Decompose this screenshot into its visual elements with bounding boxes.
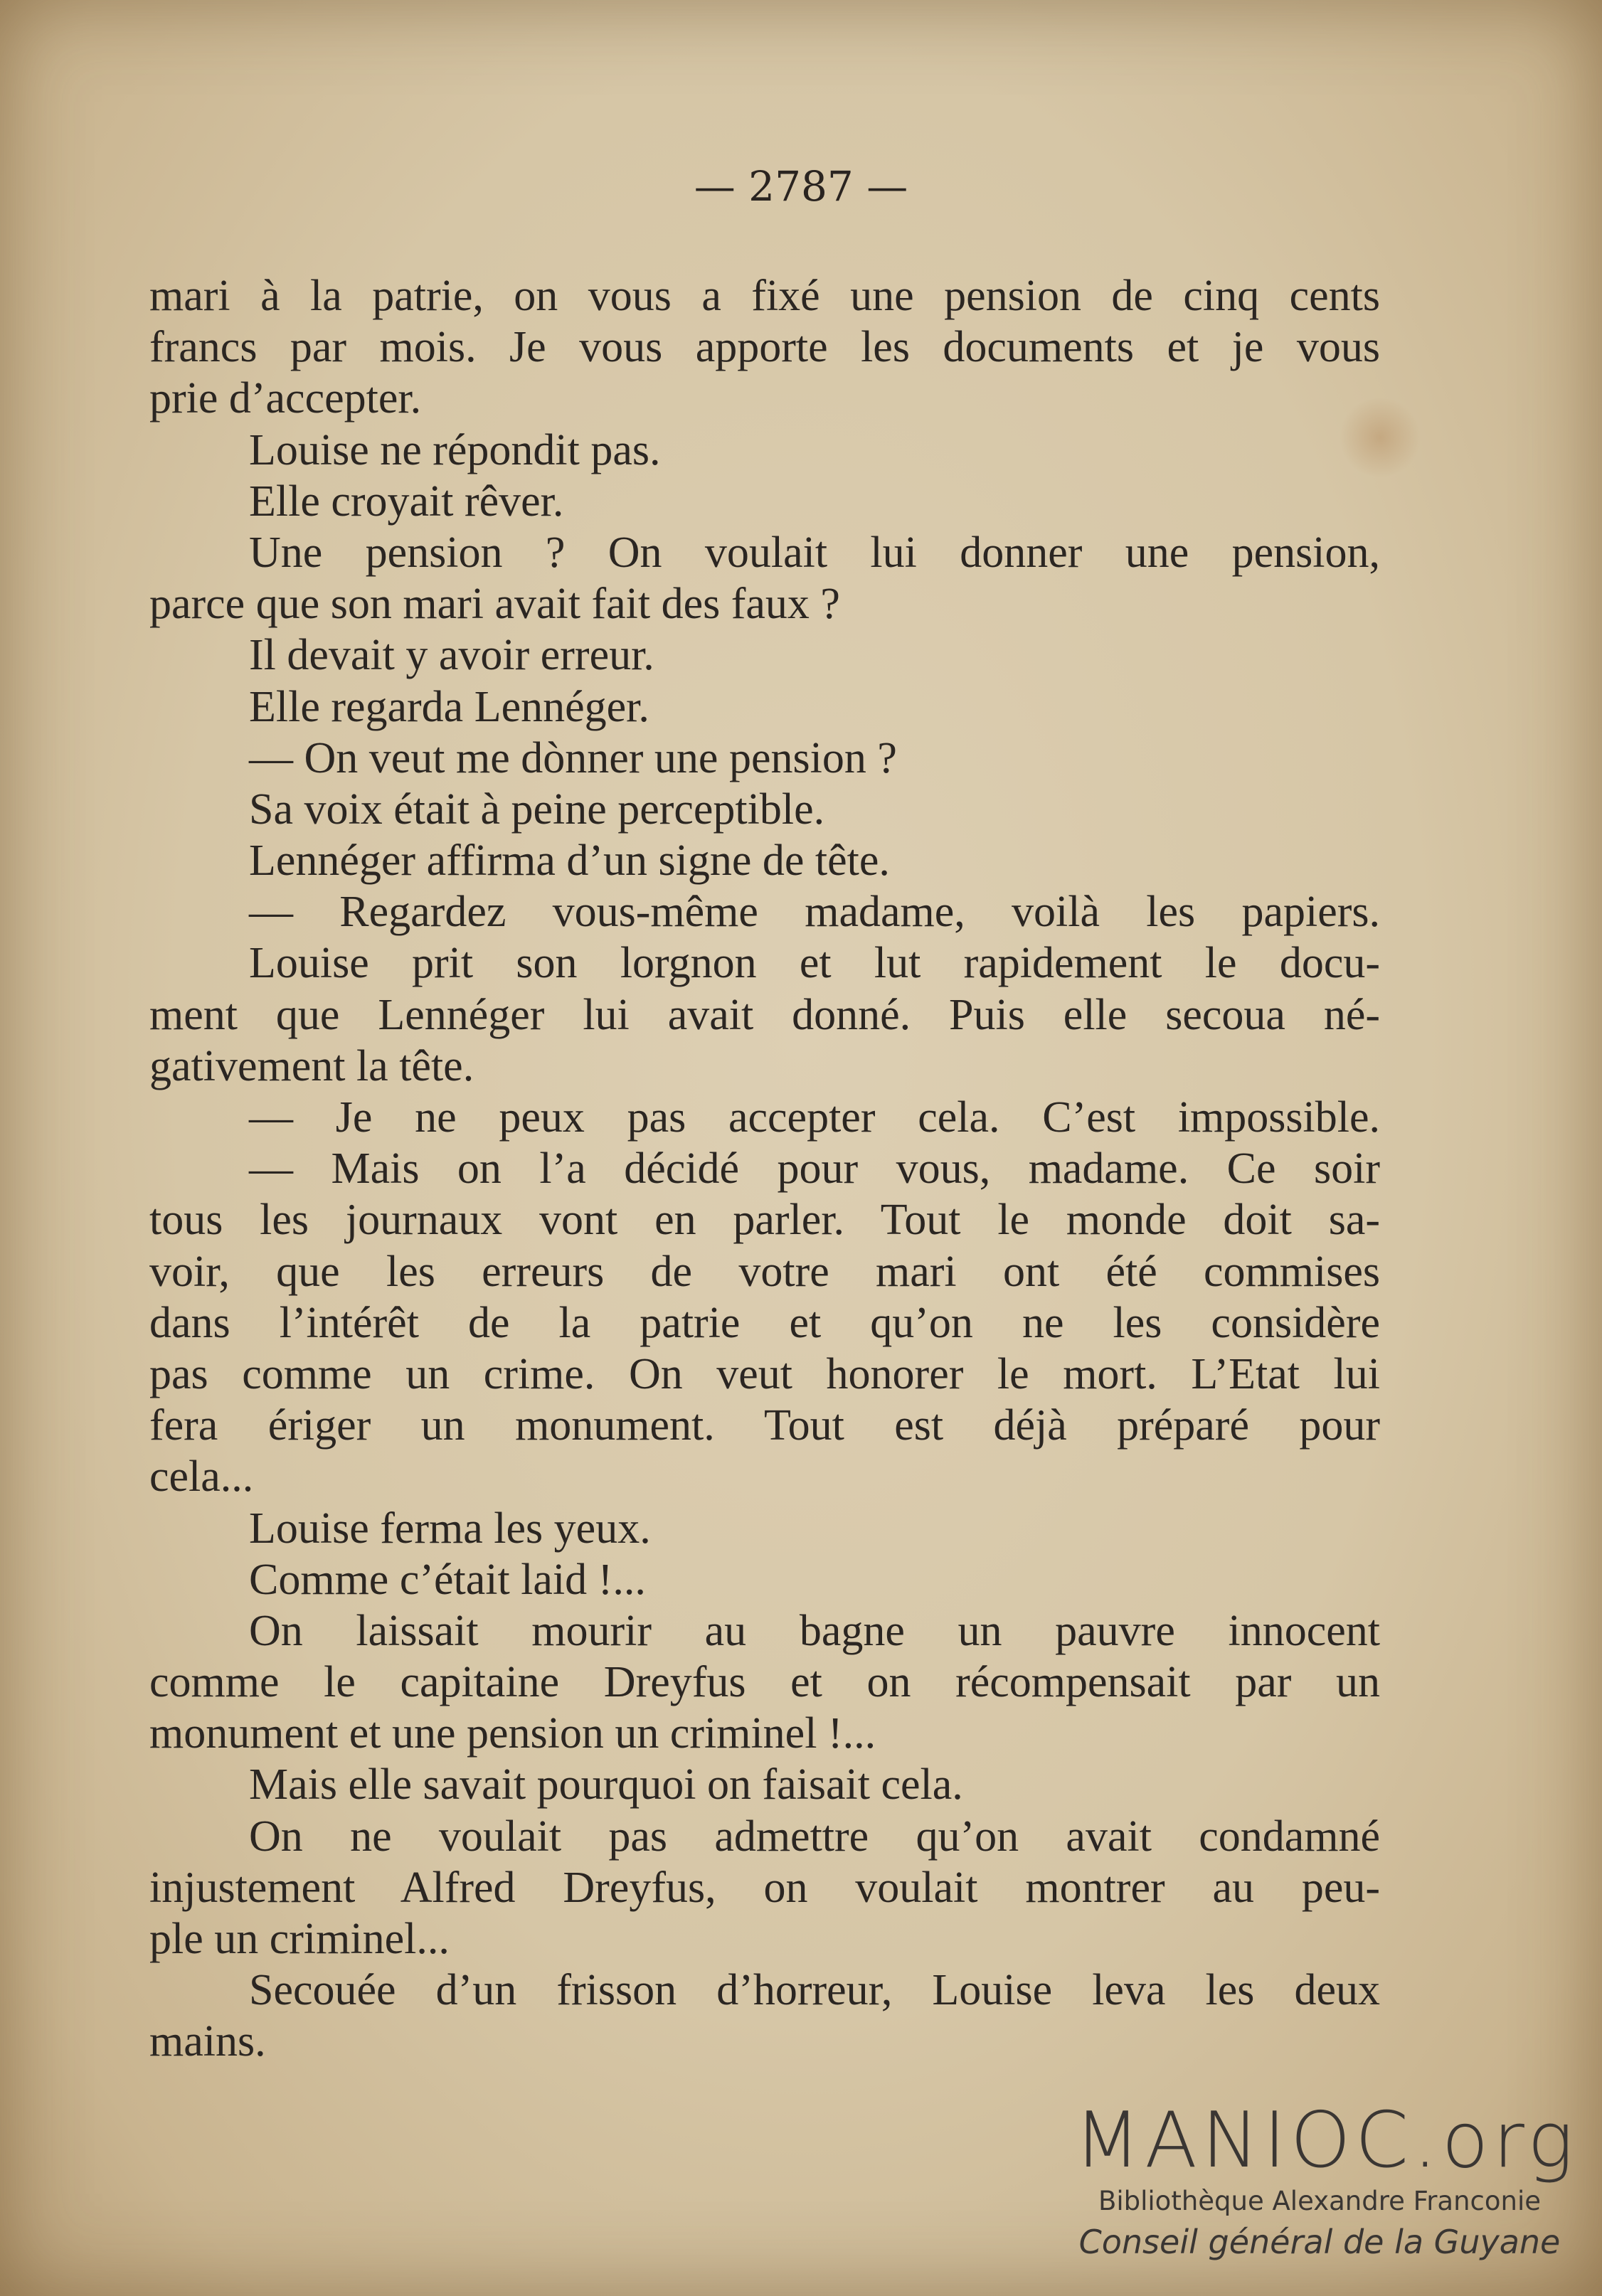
text-line: Une pension ? On voulait lui donner une pension, (249, 528, 1380, 577)
text-line: prie d’accepter. (149, 374, 422, 423)
text-line: tous les journaux vont en parler. Tout le monde doit sa- (149, 1196, 1380, 1245)
text-line: Comme c’était laid !... (249, 1555, 646, 1604)
page-number: — 2787 — (694, 162, 908, 211)
text-line: Il devait y avoir erreur. (249, 631, 654, 680)
text-line: On laissait mourir au bagne un pauvre innocent (249, 1606, 1380, 1655)
text-line: Louise ferma les yeux. (249, 1504, 651, 1553)
text-line: parce que son mari avait fait des faux ? (149, 580, 840, 629)
text-line: dans l’intérêt de la patrie et qu’on ne les considère (149, 1298, 1380, 1347)
text-line: fera ériger un monument. Tout est déjà préparé pour (149, 1401, 1380, 1450)
text-line: gativement la tête. (149, 1041, 474, 1090)
text-line: mari à la patrie, on vous a fixé une pension de cinq cents (149, 272, 1380, 320)
text-line: — Mais on l’a décidé pour vous, madame. Ce soir (249, 1144, 1380, 1194)
text-line: Louise prit son lorgnon et lut rapidement le docu- (249, 939, 1380, 988)
text-line: — Je ne peux pas accepter cela. C’est impossible. (249, 1093, 1380, 1142)
text-line: injustement Alfred Dreyfus, on voulait montrer au peu- (149, 1863, 1380, 1912)
watermark-brand: MANIOC.org (1074, 2096, 1578, 2185)
text-line: pas comme un crime. On veut honorer le mort. L’Etat lui (149, 1349, 1380, 1398)
text-line: francs par mois. Je vous apporte les documents et je vous (149, 323, 1380, 372)
body-text (149, 270, 1380, 2068)
text-line: cela... (149, 1452, 254, 1502)
text-line: Louise ne répondit pas. (249, 425, 661, 474)
text-line: ment que Lennéger lui avait donné. Puis elle secoua né- (149, 990, 1380, 1039)
text-line: ple un criminel... (149, 1915, 450, 1963)
text-line: Elle croyait rêver. (249, 477, 564, 526)
watermark-council: Conseil général de la Guyane (1078, 2223, 1561, 2261)
manioc-watermark (1074, 2096, 1578, 2263)
text-line: — Regardez vous-même madame, voilà les papiers. (249, 888, 1380, 937)
text-line: comme le capitaine Dreyfus et on récompensait par un (149, 1658, 1380, 1707)
text-line: Sa voix était à peine perceptible. (249, 785, 825, 834)
text-line: voir, que les erreurs de votre mari ont été commises (149, 1247, 1380, 1296)
watermark-library: Bibliothèque Alexandre Franconie (1098, 2186, 1542, 2216)
text-line: mains. (149, 2017, 266, 2066)
text-line: Secouée d’un frisson d’horreur, Louise leva les deux (249, 1966, 1380, 2015)
text-line: Mais elle savait pourquoi on faisait cela. (249, 1760, 963, 1809)
text-line: Lennéger affirma d’un signe de tête. (249, 836, 890, 886)
text-line: — On veut me dònner une pension ? (249, 733, 897, 782)
text-line: Elle regarda Lennéger. (249, 682, 649, 731)
text-line: monument et une pension un criminel !... (149, 1709, 876, 1758)
text-line: On ne voulait pas admettre qu’on avait condamné (249, 1812, 1380, 1861)
